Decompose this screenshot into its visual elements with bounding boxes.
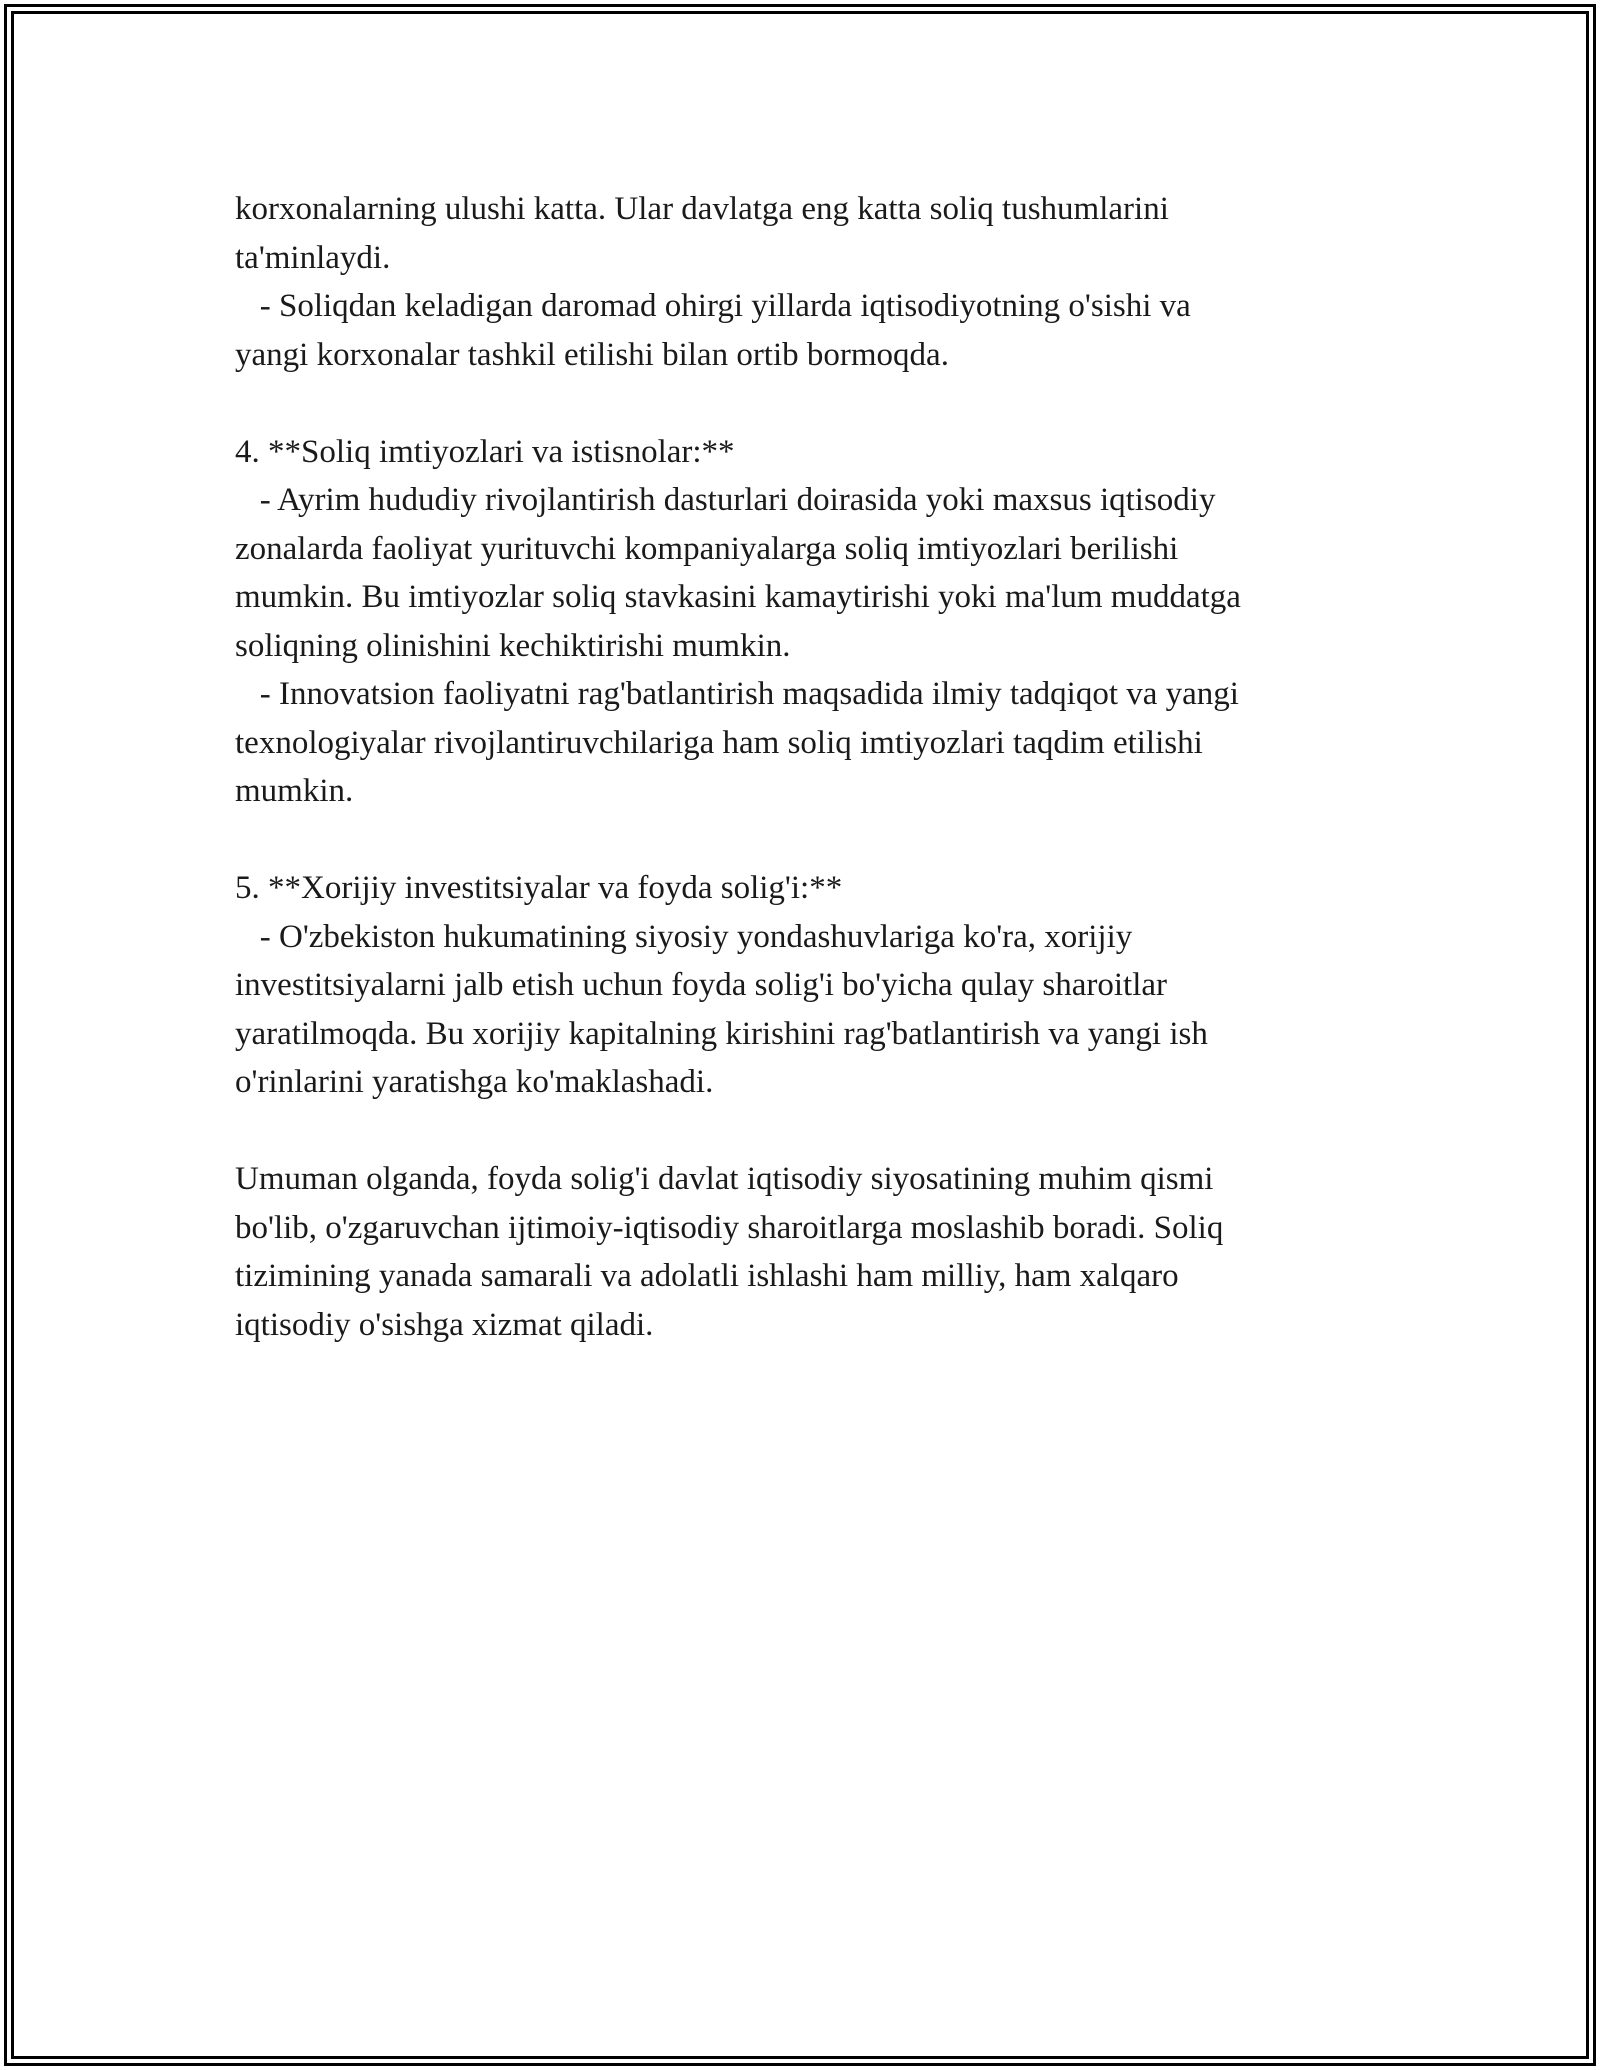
blank-line — [235, 379, 1375, 428]
text-line: - Ayrim hududiy rivojlantirish dasturlari doirasida yoki maxsus iqtisodiy — [235, 482, 1216, 518]
section-heading: 5. **Xorijiy investitsiyalar va foyda solig'i:** — [235, 870, 843, 906]
text-line: texnologiyalar rivojlantiruvchilariga ham soliq imtiyozlari taqdim etilishi — [235, 724, 1203, 761]
text-line: investitsiyalarni jalb etish uchun foyda solig'i bo'yicha qulay sharoitlar — [235, 967, 1168, 1003]
text-line: ta'minlaydi. — [235, 239, 391, 276]
text-line: - Innovatsion faoliyatni rag'batlantirish maqsadida ilmiy tadqiqot va yangi — [235, 676, 1239, 712]
text-line: - Soliqdan keladigan daromad ohirgi yillarda iqtisodiyotning o'sishi va — [235, 288, 1191, 324]
text-line: Umuman olganda, foyda solig'i davlat iqtisodiy siyosatining muhim qismi — [235, 1161, 1214, 1197]
text-line: - O'zbekiston hukumatining siyosiy yondashuvlariga ko'ra, xorijiy — [235, 918, 1133, 955]
document-body — [235, 185, 1375, 1349]
text-line: soliqning olinishini kechiktirishi mumkin. — [235, 627, 791, 664]
text-line: zonalarda faoliyat yurituvchi kompaniyalarga soliq imtiyozlari berilishi — [235, 530, 1179, 567]
text-line: yaratilmoqda. Bu xorijiy kapitalning kirishini rag'batlantirish va yangi ish — [235, 1015, 1208, 1052]
blank-line — [235, 1107, 1375, 1156]
text-line: iqtisodiy o'sishga xizmat qiladi. — [235, 1306, 654, 1343]
text-line: bo'lib, o'zgaruvchan ijtimoiy-iqtisodiy sharoitlarga moslashib boradi. Soliq — [235, 1209, 1224, 1246]
text-line: o'rinlarini yaratishga ko'maklashadi. — [235, 1064, 714, 1100]
text-line: korxonalarning ulushi katta. Ular davlatga eng katta soliq tushumlarini — [235, 191, 1169, 227]
blank-line — [235, 816, 1375, 865]
section-heading: 4. **Soliq imtiyozlari va istisnolar:** — [235, 433, 735, 470]
text-line: mumkin. Bu imtiyozlar soliq stavkasini kamaytirishi yoki ma'lum muddatga — [235, 579, 1241, 615]
text-line: mumkin. — [235, 773, 354, 809]
text-line: yangi korxonalar tashkil etilishi bilan ortib bormoqda. — [235, 336, 949, 373]
text-line: tizimining yanada samarali va adolatli ishlashi ham milliy, ham xalqaro — [235, 1258, 1179, 1294]
